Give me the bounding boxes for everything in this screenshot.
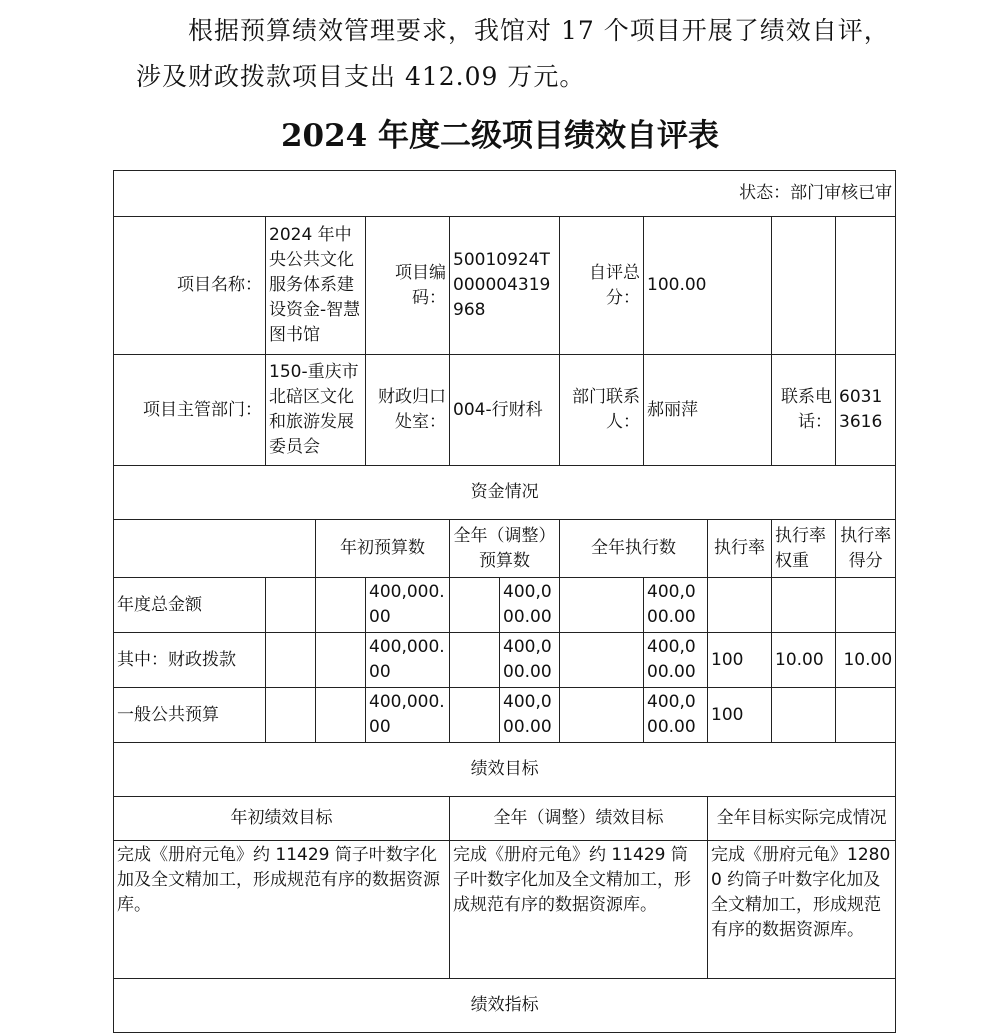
evaluation-table xyxy=(113,170,896,1033)
score-value xyxy=(836,688,896,743)
score-value: 10.00 xyxy=(836,633,896,688)
dept-value: 150-重庆市北碚区文化和旅游发展委员会 xyxy=(266,355,366,466)
project-name-value: 2024 年中央公共文化服务体系建设资金-智慧图书馆 xyxy=(266,217,366,355)
contact-label: 部门联系人： xyxy=(560,355,644,466)
empty-cell xyxy=(450,688,500,743)
empty-cell xyxy=(450,578,500,633)
empty-cell xyxy=(316,578,366,633)
status-cell: 状态：部门审核已审 xyxy=(114,171,896,217)
funds-row xyxy=(114,633,896,688)
score-value: 100.00 xyxy=(644,217,772,355)
empty-cell xyxy=(266,688,316,743)
rate-value xyxy=(708,578,772,633)
col-rate: 执行率 xyxy=(708,520,772,578)
col-weight: 执行率权重 xyxy=(772,520,836,578)
adjusted-value: 400,000.00 xyxy=(500,633,560,688)
funds-row xyxy=(114,688,896,743)
initial-value: 400,000.00 xyxy=(366,688,450,743)
indicators-section-header: 绩效指标 xyxy=(114,979,896,1033)
col-adjusted-budget: 全年（调整）预算数 xyxy=(450,520,560,578)
initial-value: 400,000.00 xyxy=(366,578,450,633)
goals-section-header: 绩效目标 xyxy=(114,743,896,797)
adjusted-value: 400,000.00 xyxy=(500,688,560,743)
intro-line-1: 根据预算绩效管理要求，我馆对 17 个项目开展了绩效自评， xyxy=(188,16,890,45)
empty-cell xyxy=(772,217,836,355)
funds-row xyxy=(114,578,896,633)
intro-line-2: 涉及财政拨款项目支出 412.09 万元。 xyxy=(136,62,586,91)
empty-cell xyxy=(836,217,896,355)
row-label: 其中：财政拨款 xyxy=(114,633,266,688)
empty-cell xyxy=(316,688,366,743)
empty-cell xyxy=(266,578,316,633)
empty-cell xyxy=(266,633,316,688)
initial-goal-text: 完成《册府元龟》约 11429 筒子叶数字化加及全文精加工，形成规范有序的数据资源库。 xyxy=(114,841,450,979)
executed-value: 400,000.00 xyxy=(644,688,708,743)
empty-cell xyxy=(316,633,366,688)
col-executed: 全年执行数 xyxy=(560,520,708,578)
initial-value: 400,000.00 xyxy=(366,633,450,688)
rate-value: 100 xyxy=(708,633,772,688)
funds-section-header: 资金情况 xyxy=(114,466,896,520)
phone-label: 联系电话： xyxy=(772,355,836,466)
actual-goal-text: 完成《册府元龟》12800 约筒子叶数字化加及全文精加工，形成规范有序的数据资源库。 xyxy=(708,841,896,979)
contact-value: 郝丽萍 xyxy=(644,355,772,466)
actual-goal-header: 全年目标实际完成情况 xyxy=(708,797,896,841)
empty-cell xyxy=(560,633,644,688)
project-name-label: 项目名称： xyxy=(114,217,266,355)
dept-label: 项目主管部门： xyxy=(114,355,266,466)
empty-cell xyxy=(560,688,644,743)
phone-value: 60313616 xyxy=(836,355,896,466)
adjusted-goal-header: 全年（调整）绩效目标 xyxy=(450,797,708,841)
empty-cell xyxy=(560,578,644,633)
adjusted-goal-text: 完成《册府元龟》约 11429 筒子叶数字化加及全文精加工，形成规范有序的数据资源库。 xyxy=(450,841,708,979)
weight-value xyxy=(772,688,836,743)
score-label: 自评总分： xyxy=(560,217,644,355)
weight-value xyxy=(772,578,836,633)
finance-office-label: 财政归口处室： xyxy=(366,355,450,466)
empty-cell xyxy=(114,520,316,578)
page-title: 2024 年度二级项目绩效自评表 xyxy=(280,118,720,154)
executed-value: 400,000.00 xyxy=(644,633,708,688)
weight-value: 10.00 xyxy=(772,633,836,688)
finance-office-value: 004-行财科 xyxy=(450,355,560,466)
project-code-label: 项目编码： xyxy=(366,217,450,355)
rate-value: 100 xyxy=(708,688,772,743)
project-code-value: 50010924T000004319968 xyxy=(450,217,560,355)
col-score: 执行率得分 xyxy=(836,520,896,578)
empty-cell xyxy=(450,633,500,688)
col-initial-budget: 年初预算数 xyxy=(316,520,450,578)
adjusted-value: 400,000.00 xyxy=(500,578,560,633)
score-value xyxy=(836,578,896,633)
row-label: 年度总金额 xyxy=(114,578,266,633)
executed-value: 400,000.00 xyxy=(644,578,708,633)
row-label: 一般公共预算 xyxy=(114,688,266,743)
initial-goal-header: 年初绩效目标 xyxy=(114,797,450,841)
